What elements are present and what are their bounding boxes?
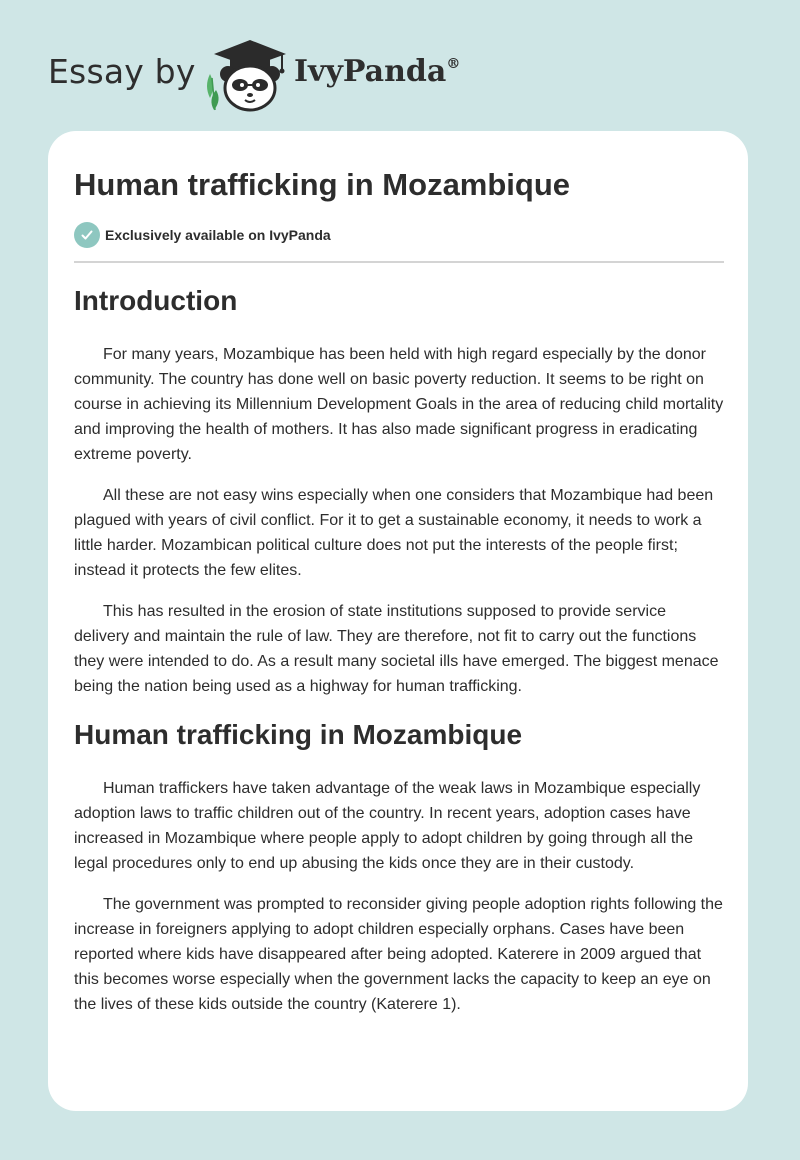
brand-name[interactable] [294, 54, 460, 89]
badge-label: Exclusively available on IvyPanda [105, 227, 331, 243]
paragraph: The government was prompted to reconsider giving people adoption rights following the increase in foreigners applying to adopt children especially orphans. Cases have been reported where kids have disappeared after being adopted. Katerere in 2009 argued that this becomes worse especially when the government lacks the capacity to keep an eye on the lives of these kids outside the country (Katerere 1). [74, 896, 723, 1013]
paragraph: For many years, Mozambique has been held with high regard especially by the donor community. The country has done well on basic poverty reduction. It seems to be right on course in achieving its Millennium Development Goals in the area of reducing child mortality and improving the health of mothers. It has also made significant progress in eradicating extreme poverty. [74, 346, 724, 463]
check-icon [74, 222, 100, 248]
essay-card [48, 131, 748, 1111]
section-human-trafficking [74, 718, 724, 1017]
registered-mark: ® [446, 56, 461, 72]
site-header [48, 30, 548, 110]
brand-label: IvyPanda [294, 54, 447, 89]
section-heading: Introduction [74, 285, 238, 316]
paragraph: All these are not easy wins especially when one considers that Mozambique had been plagued with years of civil conflict. For it to get a sustainable economy, it needs to work a little harder. Mozambican political culture does not put the interests of the people first; instead it protects the few elites. [74, 487, 714, 579]
divider [74, 261, 724, 263]
paragraph: This has resulted in the erosion of state institutions supposed to provide service delivery and maintain the rule of law. They are therefore, not fit to carry out the functions they were intended to do. As a result many societal ills have emerged. The biggest menace being the nation being used as a highway for human trafficking. [74, 603, 719, 695]
paragraph: Human traffickers have taken advantage of the weak laws in Mozambique especially adoption laws to traffic children out of the country. In recent years, adoption cases have increased in Mozambique where people apply to adopt children by going through all the legal procedures only to end up abusing the kids once they are in their custody. [74, 780, 701, 872]
essay-by-label: Essay by [48, 52, 196, 91]
section-heading: Human trafficking in Mozambique [74, 719, 523, 750]
exclusive-badge [74, 222, 331, 248]
page-title: Human trafficking in Mozambique [74, 167, 571, 202]
section-introduction [74, 284, 724, 699]
ivypanda-logo-icon[interactable] [202, 34, 292, 114]
